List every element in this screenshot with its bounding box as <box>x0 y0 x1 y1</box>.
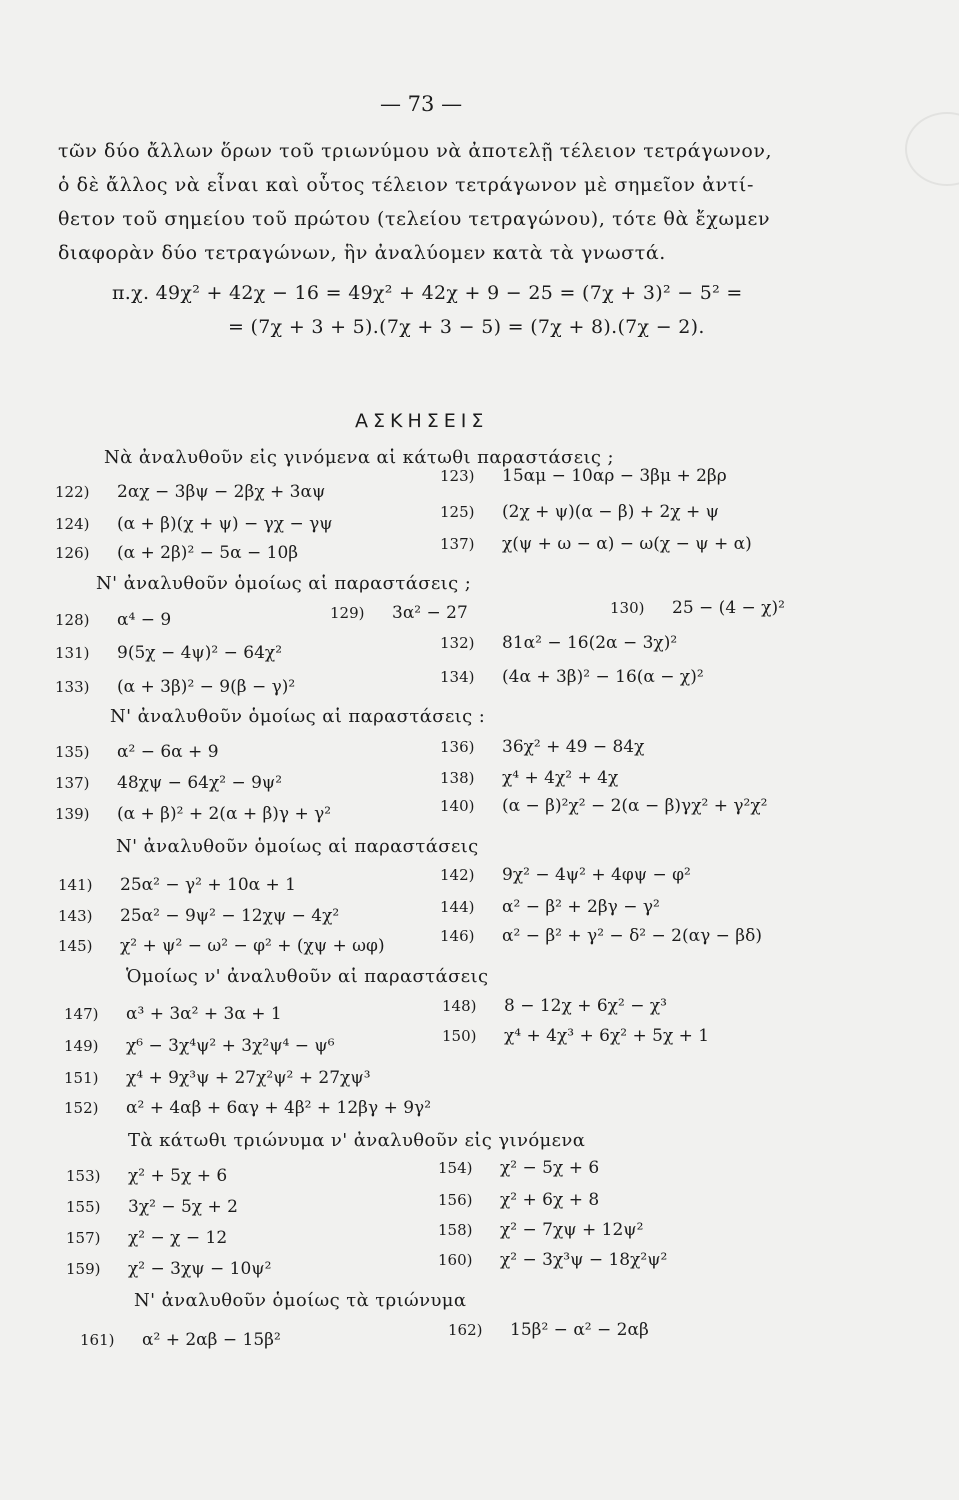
section-instruction: Ὁμοίως ν' ἀναλυθοῦν αἱ παραστάσεις <box>126 966 489 987</box>
exercise-item <box>80 1330 281 1350</box>
exercise-item <box>64 1068 371 1088</box>
exercise-item <box>442 996 667 1016</box>
exercise-expression: χ⁶ − 3χ⁴ψ² + 3χ²ψ⁴ − ψ⁶ <box>126 1036 335 1056</box>
exercise-item <box>438 1158 599 1178</box>
exercise-number: 151) <box>64 1069 99 1087</box>
exercise-item <box>440 768 618 788</box>
exercise-expression: (4α + 3β)² − 16(α − χ)² <box>502 667 704 687</box>
exercise-expression: 36χ² + 49 − 84χ <box>502 737 645 757</box>
exercise-number: 157) <box>66 1229 101 1247</box>
exercise-item <box>55 482 325 502</box>
exercise-item <box>440 633 677 653</box>
exercise-item <box>55 804 331 824</box>
exercise-expression: (α + 2β)² − 5α − 10β <box>117 543 299 563</box>
intro-line: τῶν δύο ἄλλων ὅρων τοῦ τριωνύμου νὰ ἀποτελῇ τέλειον τετράγωνον, <box>58 140 773 162</box>
exercise-item <box>58 875 296 895</box>
exercise-item <box>66 1166 227 1186</box>
library-stamp <box>905 112 959 186</box>
exercise-expression: χ⁴ + 9χ³ψ + 27χ²ψ² + 27χψ³ <box>126 1068 371 1088</box>
exercise-item <box>438 1190 599 1210</box>
exercise-number: 152) <box>64 1099 99 1117</box>
exercise-expression: χ² − 5χ + 6 <box>500 1158 600 1178</box>
exercise-item <box>442 1026 709 1046</box>
exercise-expression: 25α² − 9ψ² − 12χψ − 4χ² <box>120 906 340 926</box>
exercise-item <box>55 610 171 630</box>
exercise-item <box>440 926 762 946</box>
exercise-number: 137) <box>440 535 475 553</box>
exercise-number: 162) <box>448 1321 483 1339</box>
exercise-number: 148) <box>442 997 477 1015</box>
exercise-expression: χ⁴ + 4χ³ + 6χ² + 5χ + 1 <box>504 1026 710 1046</box>
exercise-expression: χ² − χ − 12 <box>128 1228 228 1248</box>
exercise-expression: χ⁴ + 4χ² + 4χ <box>502 768 619 788</box>
exercise-item <box>330 603 468 623</box>
exercise-number: 135) <box>55 743 90 761</box>
exercise-expression: 9(5χ − 4ψ)² − 64χ² <box>117 643 283 663</box>
exercise-number: 130) <box>610 599 645 617</box>
section-instruction: Τὰ κάτωθι τριώνυμα ν' ἀναλυθοῦν εἰς γινόμενα <box>128 1130 586 1151</box>
exercise-item <box>440 502 719 522</box>
exercise-item <box>64 1098 431 1118</box>
exercise-item <box>64 1004 282 1024</box>
exercise-expression: α² + 2αβ − 15β² <box>142 1330 281 1350</box>
exercise-item <box>440 534 752 554</box>
exercise-expression: 8 − 12χ + 6χ² − χ³ <box>504 996 667 1016</box>
exercise-number: 134) <box>440 668 475 686</box>
exercise-item <box>64 1036 335 1056</box>
section-instruction: Ν' ἀναλυθοῦν ὁμοίως αἱ παραστάσεις ; <box>96 573 472 594</box>
exercise-expression: 48χψ − 64χ² − 9ψ² <box>117 773 283 793</box>
exercise-item <box>66 1259 271 1279</box>
exercise-expression: 2αχ − 3βψ − 2βχ + 3αψ <box>117 482 326 502</box>
exercise-item <box>55 643 282 663</box>
page-number: — 73 — <box>380 92 463 116</box>
exercise-number: 125) <box>440 503 475 521</box>
exercise-expression: χ² + 6χ + 8 <box>500 1190 600 1210</box>
exercise-expression: χ(ψ + ω − α) − ω(χ − ψ + α) <box>502 534 752 554</box>
exercise-item <box>66 1197 238 1217</box>
exercise-number: 137) <box>55 774 90 792</box>
exercise-item <box>66 1228 227 1248</box>
exercise-expression: 3α² − 27 <box>392 603 468 623</box>
exercise-expression: χ² − 3χ³ψ − 18χ²ψ² <box>500 1250 668 1270</box>
exercise-number: 146) <box>440 927 475 945</box>
exercise-number: 159) <box>66 1260 101 1278</box>
exercise-expression: χ² − 7χψ + 12ψ² <box>500 1220 644 1240</box>
intro-line: ὁ δὲ ἄλλος νὰ εἶναι καὶ οὗτος τέλειον τετράγωνον μὲ σημεῖον ἀντί- <box>58 174 754 196</box>
exercise-number: 123) <box>440 467 475 485</box>
exercise-number: 154) <box>438 1159 473 1177</box>
exercise-expression: α³ + 3α² + 3α + 1 <box>126 1004 282 1024</box>
exercise-expression: 81α² − 16(2α − 3χ)² <box>502 633 678 653</box>
exercise-item <box>55 677 295 697</box>
exercise-expression: (α − β)²χ² − 2(α − β)γχ² + γ²χ² <box>502 796 768 816</box>
exercise-item <box>58 906 339 926</box>
exercise-number: 149) <box>64 1037 99 1055</box>
exercise-item <box>440 897 660 917</box>
exercise-expression: α² − β² + 2βγ − γ² <box>502 897 660 917</box>
exercise-number: 140) <box>440 797 475 815</box>
exercise-number: 150) <box>442 1027 477 1045</box>
exercise-number: 155) <box>66 1198 101 1216</box>
exercise-item <box>610 598 785 618</box>
exercise-number: 133) <box>55 678 90 696</box>
exercise-item <box>440 667 704 687</box>
exercise-number: 129) <box>330 604 365 622</box>
exercise-item <box>438 1250 667 1270</box>
exercise-number: 147) <box>64 1005 99 1023</box>
exercise-number: 128) <box>55 611 90 629</box>
exercise-number: 138) <box>440 769 475 787</box>
exercise-number: 139) <box>55 805 90 823</box>
exercise-expression: α² − 6α + 9 <box>117 742 219 762</box>
section-instruction: Ν' ἀναλυθοῦν ὁμοίως αἱ παραστάσεις : <box>110 706 486 727</box>
exercise-number: 141) <box>58 876 93 894</box>
exercise-expression: (α + β)(χ + ψ) − γχ − γψ <box>117 514 333 534</box>
exercise-item <box>440 796 767 816</box>
exercise-number: 136) <box>440 738 475 756</box>
exercise-number: 156) <box>438 1191 473 1209</box>
exercise-number: 124) <box>55 515 90 533</box>
exercise-expression: 15β² − α² − 2αβ <box>510 1320 649 1340</box>
exercise-item <box>55 742 219 762</box>
exercise-item <box>448 1320 649 1340</box>
exercise-number: 143) <box>58 907 93 925</box>
exercise-expression: χ² − 3χψ − 10ψ² <box>128 1259 272 1279</box>
exercise-number: 142) <box>440 866 475 884</box>
exercise-number: 161) <box>80 1331 115 1349</box>
exercise-number: 160) <box>438 1251 473 1269</box>
exercise-item <box>438 1220 643 1240</box>
exercise-expression: α² + 4αβ + 6αγ + 4β² + 12βγ + 9γ² <box>126 1098 432 1118</box>
exercise-expression: 15αμ − 10αρ − 3βμ + 2βρ <box>502 466 727 486</box>
exercise-number: 122) <box>55 483 90 501</box>
exercise-item <box>440 737 644 757</box>
exercise-item <box>440 466 727 486</box>
exercise-item <box>55 514 333 534</box>
exercise-item <box>55 543 298 563</box>
exercise-expression: (α + β)² + 2(α + β)γ + γ² <box>117 804 332 824</box>
exercise-expression: 3χ² − 5χ + 2 <box>128 1197 238 1217</box>
exercise-expression: χ² + ψ² − ω² − φ² + (χψ + ωφ) <box>120 936 385 956</box>
exercise-expression: χ² + 5χ + 6 <box>128 1166 228 1186</box>
exercise-item <box>55 773 282 793</box>
example-line: = (7χ + 3 + 5).(7χ + 3 − 5) = (7χ + 8).(7χ − 2). <box>228 316 705 338</box>
section-instruction: Νὰ ἀναλυθοῦν εἰς γινόμενα αἱ κάτωθι παραστάσεις ; <box>104 447 614 468</box>
section-instruction: Ν' ἀναλυθοῦν ὁμοίως τὰ τριώνυμα <box>134 1290 467 1311</box>
exercise-number: 126) <box>55 544 90 562</box>
exercise-item <box>440 865 691 885</box>
exercise-number: 153) <box>66 1167 101 1185</box>
exercise-expression: (2χ + ψ)(α − β) + 2χ + ψ <box>502 502 719 522</box>
exercises-heading: ΑΣΚΗΣΕΙΣ <box>355 410 489 432</box>
exercise-expression: 25α² − γ² + 10α + 1 <box>120 875 296 895</box>
exercise-item <box>58 936 385 956</box>
exercise-expression: 25 − (4 − χ)² <box>672 598 785 618</box>
example-line: π.χ. 49χ² + 42χ − 16 = 49χ² + 42χ + 9 − 25 = (7χ + 3)² − 5² = <box>112 282 743 304</box>
exercise-expression: 9χ² − 4ψ² + 4φψ − φ² <box>502 865 691 885</box>
exercise-number: 145) <box>58 937 93 955</box>
exercise-number: 144) <box>440 898 475 916</box>
intro-line: διαφορὰν δύο τετραγώνων, ἣν ἀναλύομεν κατὰ τὰ γνωστά. <box>58 242 666 264</box>
exercise-expression: α² − β² + γ² − δ² − 2(αγ − βδ) <box>502 926 763 946</box>
exercise-expression: (α + 3β)² − 9(β − γ)² <box>117 677 296 697</box>
exercise-number: 158) <box>438 1221 473 1239</box>
exercise-number: 132) <box>440 634 475 652</box>
exercise-number: 131) <box>55 644 90 662</box>
exercise-expression: α⁴ − 9 <box>117 610 172 630</box>
intro-line: θετον τοῦ σημείου τοῦ πρώτου (τελείου τετραγώνου), τότε θὰ ἔχωμεν <box>58 208 771 230</box>
section-instruction: Ν' ἀναλυθοῦν ὁμοίως αἱ παραστάσεις <box>116 836 479 857</box>
